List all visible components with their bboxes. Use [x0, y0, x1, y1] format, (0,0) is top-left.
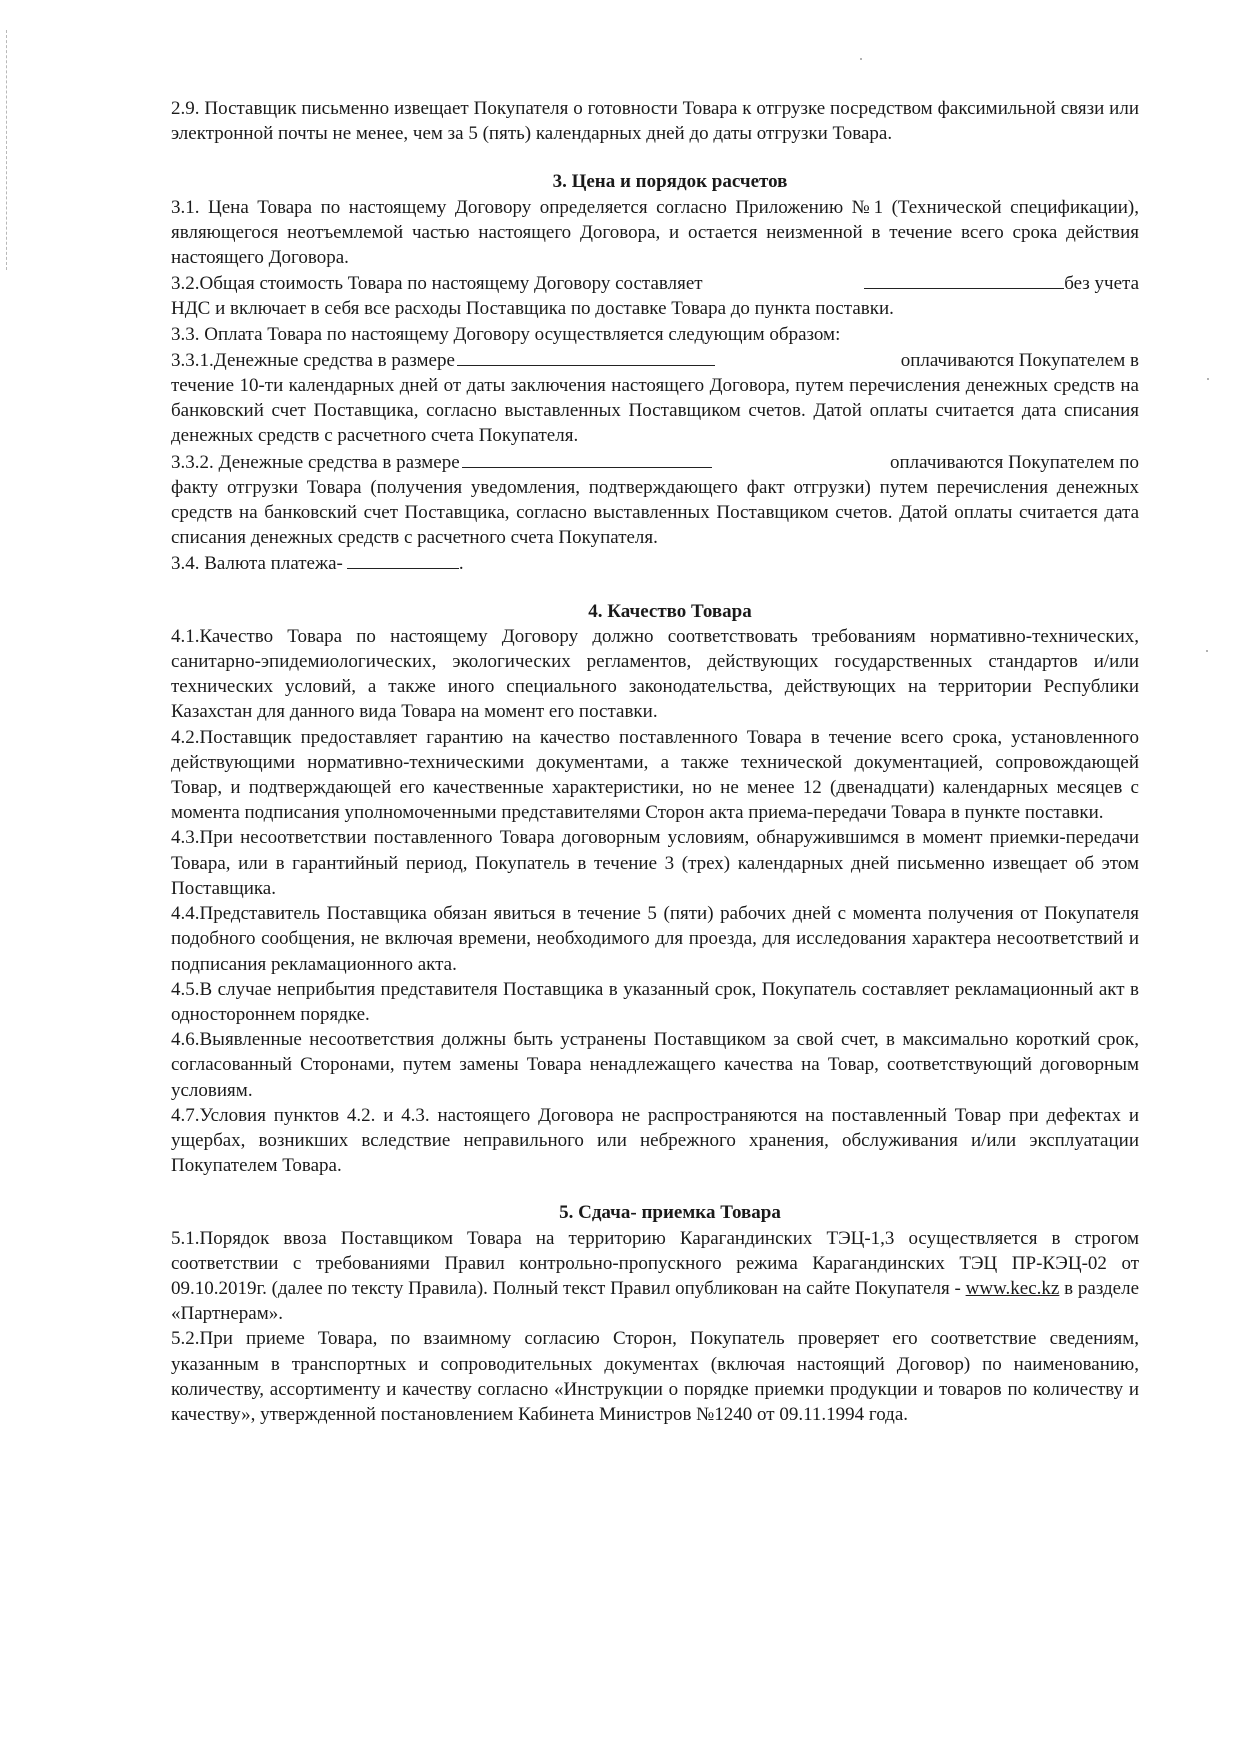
total-cost-blank: [864, 270, 1064, 289]
section-heading-3: 3. Цена и порядок расчетов: [552, 171, 788, 193]
clause-2-9: 2.9. Поставщик письменно извещает Покупателя о готовности Товара к отгрузке посредством факсимильной связи или электронной почты не менее, чем за 5 (пять) календарных дней до даты отгрузки Товара.: [171, 98, 1139, 145]
clause-3-1: 3.1. Цена Товара по настоящему Договору определяется согласно Приложению №1 (Технической спецификации), являющегося неотъемлемой частью настоящего Договора, и остается неизменной в течение всего срока действия настоящего Договора.: [171, 196, 1139, 269]
scan-speck: [1207, 378, 1209, 380]
clause-3-2-line-1: [171, 270, 1139, 296]
scan-speck: [1206, 650, 1208, 652]
clause-4-3: 4.3.При несоответствии поставленного Товара договорным условиям, обнаружившимся в момент приемки-передачи Товара, или в гарантийный период, Покупатель в течение 3 (трех) календарных дней письменно извещает об этом Поставщика.: [171, 827, 1139, 899]
clause-4-6: 4.6.Выявленные несоответствия должны быть устранены Поставщиком за свой счет, в максимально короткий срок, согласованный Сторонами, путем замены Товара ненадлежащего качества на Товар, соответствующий договорным условиям.: [171, 1029, 1139, 1101]
clause-3-3-1-suffix: оплачиваются Покупателем в: [900, 349, 1139, 371]
clause-4-4: 4.4.Представитель Поставщика обязан явиться в течение 5 (пяти) рабочих дней с момента получения от Покупателя подобного сообщения, не включая времени, необходимого для проезда, для исследования характера несоответствий и подписания рекламационного акта.: [171, 903, 1139, 975]
clause-5-1-tail: в разделе «Партнерам».: [171, 1277, 1140, 1325]
clause-3-3-1-text: 3.3.1.Денежные средства в размере: [171, 349, 455, 371]
website-link[interactable]: www.kec.kz: [965, 1277, 1060, 1299]
shipment-amount-blank: [462, 449, 712, 468]
clause-3-3-2-line-1: [171, 449, 1139, 475]
scan-edge-artifact: [6, 30, 7, 270]
scan-speck: [860, 58, 862, 60]
clause-4-1: 4.1.Качество Товара по настоящему Договору должно соответствовать требованиям нормативно-технических, санитарно-эпидемиологических, экологических регламентов, действующих государственных стандартов и/или технических условий, а также иного специального законодательства, действующих на территории Республики Казахстан для данного вида Товара на момент его поставки.: [171, 625, 1139, 723]
section-heading-5: 5. Сдача- приемка Товара: [559, 1202, 781, 1224]
clause-4-7: 4.7.Условия пунктов 4.2. и 4.3. настоящего Договора не распространяются на поставленный Товар при дефектах и ущербах, возникших вследствие неправильного или небрежного хранения, обслуживания и/или эксплуатации Покупателем Товара.: [171, 1104, 1139, 1177]
clause-3-4-suffix: .: [458, 553, 464, 575]
clause-3-4: [171, 550, 1139, 576]
document-page: [171, 96, 1139, 1427]
clause-3-2-continuation: НДС и включает в себя все расходы Поставщика по доставке Товара до пункта поставки.: [171, 298, 894, 320]
clause-3-3-2-text: 3.3.2. Денежные средства в размере: [171, 451, 460, 473]
advance-amount-blank: [457, 347, 715, 366]
clause-4-5: 4.5.В случае неприбытия представителя Поставщика в указанный срок, Покупатель составляет рекламационный акт в одностороннем порядке.: [171, 978, 1139, 1025]
clause-4-2: 4.2.Поставщик предоставляет гарантию на качество поставленного Товара в течение всего срока, установленного действующими нормативно-техническими документами, а также технической документацией, сопровождающей Товар, и подтверждающей его качественные характеристики, но не менее 12 (двенадцати) календарных месяцев с момента подписания уполномоченными представителями Сторон акта приема-передачи Товара в пункте поставки.: [171, 726, 1139, 824]
section-heading-4: 4. Качество Товара: [588, 600, 752, 622]
clause-5-1-text: 5.1.Порядок ввоза Поставщиком Товара на территорию Карагандинских ТЭЦ-1,3 осуществляется в строгом соответствии с требованиями Правил контрольно-пропускного режима Карагандинских ТЭЦ ПР-КЭЦ-02 от 09.10.2019г. (далее по тексту Правила). Полный текст Правил опубликован на сайте Покупателя -: [171, 1227, 1139, 1299]
clause-5-2: 5.2.При приеме Товара, по взаимному согласию Сторон, Покупатель проверяет его соответствие сведениям, указанным в транспортных и сопроводительных документах (включая настоящий Договор) по наименованию, количеству, ассортименту и качеству согласно «Инструкции о порядке приемки продукции и товаров по количеству и качеству», утвержденной постановлением Кабинета Министров №1240 от 09.11.1994 года.: [171, 1328, 1139, 1425]
currency-blank: [347, 550, 459, 569]
clause-3-3-2-suffix: оплачиваются Покупателем по: [890, 451, 1139, 473]
clause-3-3: 3.3. Оплата Товара по настоящему Договору осуществляется следующим образом:: [171, 323, 841, 345]
clause-3-4-text: 3.4. Валюта платежа-: [171, 553, 343, 575]
clause-3-3-1-continuation: течение 10-ти календарных дней от даты заключения настоящего Договора, путем перечисления денежных средств на банковский счет Поставщика, согласно выставленных Поставщиком счетов. Датой оплаты считается дата списания денежных средств с расчетного счета Покупателя.: [171, 375, 1139, 447]
clause-3-2-suffix: без учета: [1064, 273, 1139, 295]
clause-3-3-1-line-1: [171, 347, 1139, 373]
clause-3-2-text: 3.2.Общая стоимость Товара по настоящему Договору составляет: [171, 273, 703, 295]
clause-5-1: [171, 1226, 1139, 1327]
clause-3-3-2-continuation: факту отгрузки Товара (получения уведомления, подтверждающего факт отгрузки) путем перечисления денежных средств на банковский счет Поставщика, согласно выставленных Поставщиком счетов. Датой оплаты считается дата списания денежных средств с расчетного счета Покупателя.: [171, 476, 1139, 549]
